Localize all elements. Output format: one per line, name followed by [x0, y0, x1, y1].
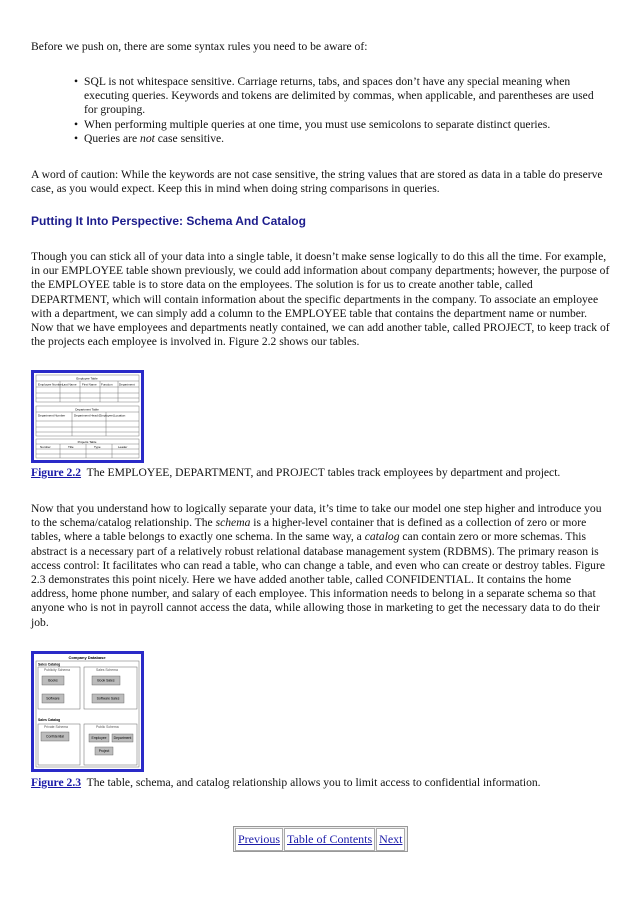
body-paragraph-1: Though you can stick all of your data into a single table, it doesn’t make sense logically to do this all the time. For example, in our EMPLOYEE table shown previously, we could add information about company departments; however, the purpose of the EMPLOYEE table is to store data on the employees. The solution is for us to create another table, called DEPARTMENT, which will contain information about the specific departments in the company. To associate an employee with a department, we can simply add a column to the EMPLOYEE table that contains the department name or number. Now that we have employees and departments neatly contained, we can add another table, called PROJECT, to keep track of the projects each employee is involved in. Figure 2.2 shows our tables.	[31, 250, 610, 349]
department-table-title: Department Table	[75, 407, 99, 412]
department-header: Department Number	[38, 413, 66, 418]
figure-2-3-caption: Figure 2.3 The table, schema, and catalog relationship allows you to limit access to confidential information.	[31, 776, 541, 789]
catalog-label: Sales Catalog	[38, 662, 61, 667]
projects-table-title: Projects Table	[77, 439, 97, 444]
employee-header: Employee Number	[38, 382, 63, 387]
table-label: Book Sales	[97, 678, 115, 683]
list-item: • Queries are not case sensitive.	[74, 131, 225, 145]
list-item: • SQL is not whitespace sensitive. Carriage returns, tabs, and spaces don’t have any special meaning when executing queries. Keywords and tokens are delimited by commas, when applicable, and parentheses are used for grouping.	[74, 75, 594, 117]
table-label: Project	[98, 749, 110, 753]
schema-label: Private Schema	[44, 725, 68, 729]
table-label: Software Sales	[96, 696, 120, 701]
table-label: Books	[48, 678, 58, 683]
department-header: Location	[114, 413, 126, 418]
figure-2-2-image	[31, 370, 144, 463]
projects-header: Title	[68, 444, 74, 449]
diagram-title: Company Database	[68, 655, 106, 660]
next-link[interactable]: Next	[376, 828, 405, 851]
body-paragraph-2: Now that you understand how to logically separate your data, it’s time to take our model one step higher and introduce you to the schema/catalog relationship. The schema is a higher-level container that is defined as a collection of zero or more tables, where a table belongs to exactly one schema. In the same way, a catalog can contain zero or more schemas. This abstract is a necessary part of a relatively robust relational database management system (RDBMS). The primary reason is access control: It facilitates who can read a table, who can change a table, and even who can create or destroy tables. Figure 2.3 demonstrates this point nicely. Here we have added another table, called CONFIDENTIAL. It contains the home address, home phone number, and salary of each employee. This information needs to belong in a separate schema so that anyone who is not in payroll cannot access the data, while allowing those in marketing to get the necessary data to do their job.	[31, 502, 605, 629]
list-item: • When performing multiple queries at one time, you must use semicolons to separate distinct queries.	[74, 117, 551, 131]
department-header: Department Head (Employee)	[74, 413, 114, 418]
schema-label: Publicity Schema	[44, 668, 71, 672]
table-of-contents-link[interactable]: Table of Contents	[284, 828, 375, 851]
table-label: Department	[113, 736, 132, 740]
caution-paragraph: A word of caution: While the keywords are not case sensitive, the string values that are stored as data in a table do preserve case, as you would expect. Keep this in mind when doing string comparisons in queries.	[31, 168, 603, 196]
page-navigation	[233, 826, 408, 852]
intro-text: Before we push on, there are some syntax rules you need to be aware of:	[31, 40, 368, 53]
schema-label: Sales Schema	[96, 668, 118, 672]
schema-label: Public Schema	[96, 725, 119, 729]
previous-link[interactable]: Previous	[235, 828, 283, 851]
table-label: Software	[46, 696, 60, 701]
projects-header: Number	[40, 444, 51, 449]
employee-header: First Name	[82, 382, 97, 387]
figure-2-2-caption: Figure 2.2 The EMPLOYEE, DEPARTMENT, and PROJECT tables track employees by department and project.	[31, 466, 561, 479]
table-label: Employee	[91, 736, 107, 740]
employee-table-title: Employee Table	[76, 376, 98, 381]
employee-header: Function	[101, 382, 113, 387]
figure-2-3-link[interactable]: Figure 2.3	[31, 776, 82, 789]
section-heading: Putting It Into Perspective: Schema And Catalog	[31, 214, 306, 228]
employee-header: Last Name	[62, 382, 77, 387]
projects-header: Type	[94, 444, 101, 449]
employee-header: Department	[119, 382, 135, 387]
projects-header: Leader	[118, 444, 128, 449]
table-label: Confidential	[46, 734, 64, 739]
figure-2-3-image	[31, 651, 144, 772]
syntax-rules-list	[74, 75, 594, 146]
figure-2-2-link[interactable]: Figure 2.2	[31, 466, 82, 479]
catalog-label: Sales Catalog	[38, 718, 61, 722]
